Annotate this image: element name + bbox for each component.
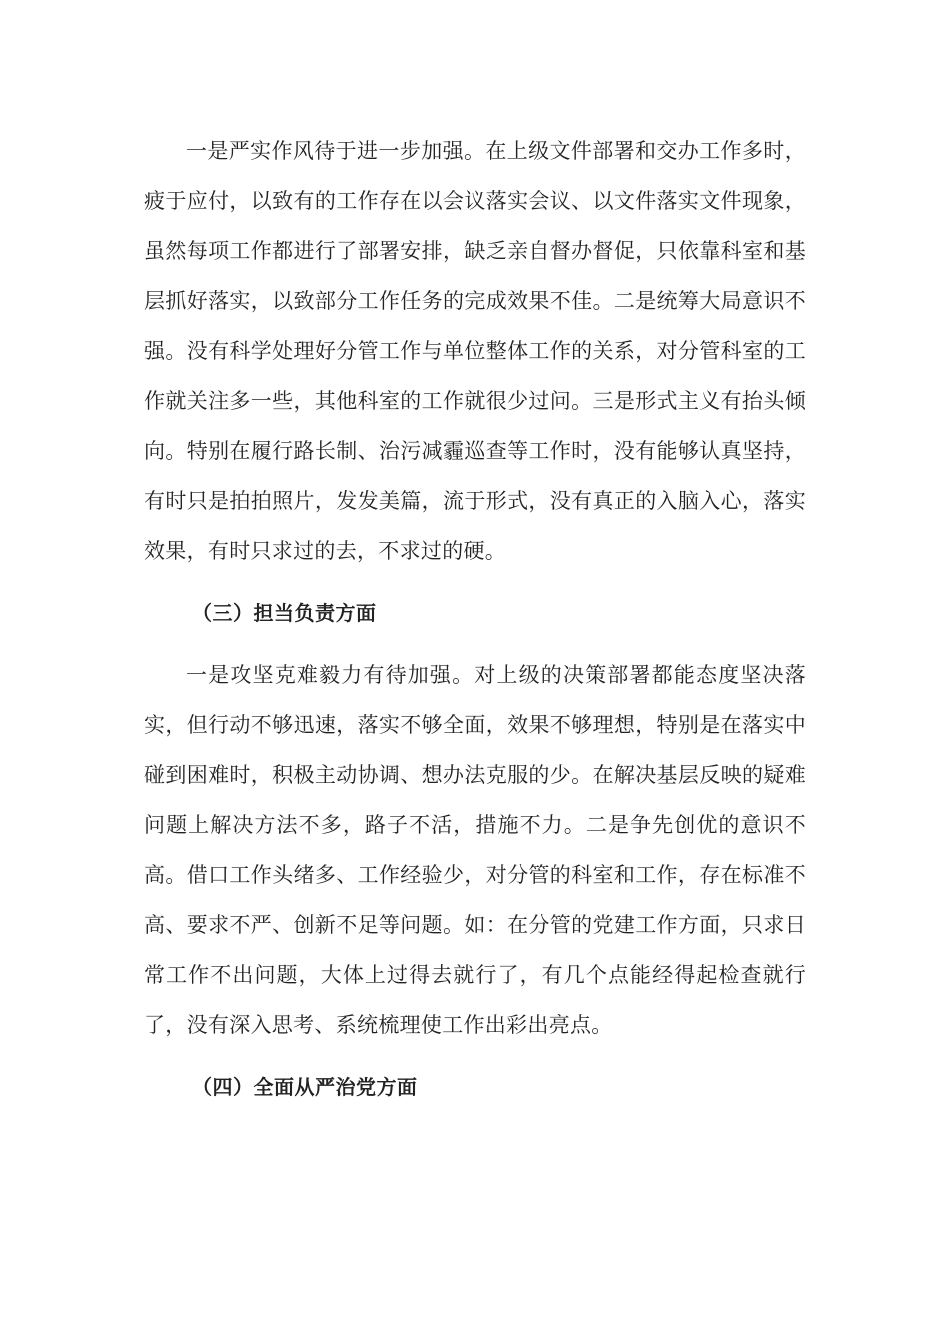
paragraph-work-style: 一是严实作风待于进一步加强。在上级文件部署和交办工作多时，疲于应付，以致有的工作存在以会议落实会议、以文件落实文件现象，虽然每项工作都进行了部署安排，缺乏亲自督办督促，只依靠科室和基层抓好落实，以致部分工作任务的完成效果不佳。二是统筹大局意识不强。没有科学处理好分管工作与单位整体工作的关系，对分管科室的工作就关注多一些，其他科室的工作就很少过问。三是形式主义有抬头倾向。特别在履行路长制、治污减霾巡查等工作时，没有能够认真坚持，有时只是拍拍照片，发发美篇，流于形式，没有真正的入脑入心，落实效果，有时只求过的去，不求过的硬。 <box>144 139 806 563</box>
section-heading-responsibility: （三）担当负责方面 <box>192 601 377 625</box>
paragraph-responsibility: 一是攻坚克难毅力有待加强。对上级的决策部署都能态度坚决落实，但行动不够迅速，落实不够全面，效果不够理想，特别是在落实中碰到困难时，积极主动协调、想办法克服的少。在解决基层反映的疑难问题上解决方法不多，路子不活，措施不力。二是争先创优的意识不高。借口工作头绪多、工作经验少，对分管的科室和工作，存在标准不高、要求不严、创新不足等问题。如：在分管的党建工作方面，只求日常工作不出问题，大体上过得去就行了，有几个点能经得起检查就行了，没有深入思考、系统梳理使工作出彩出亮点。 <box>144 663 806 1037</box>
document-body <box>144 126 806 1124</box>
section-heading-party-discipline: （四）全面从严治党方面 <box>192 1075 418 1099</box>
